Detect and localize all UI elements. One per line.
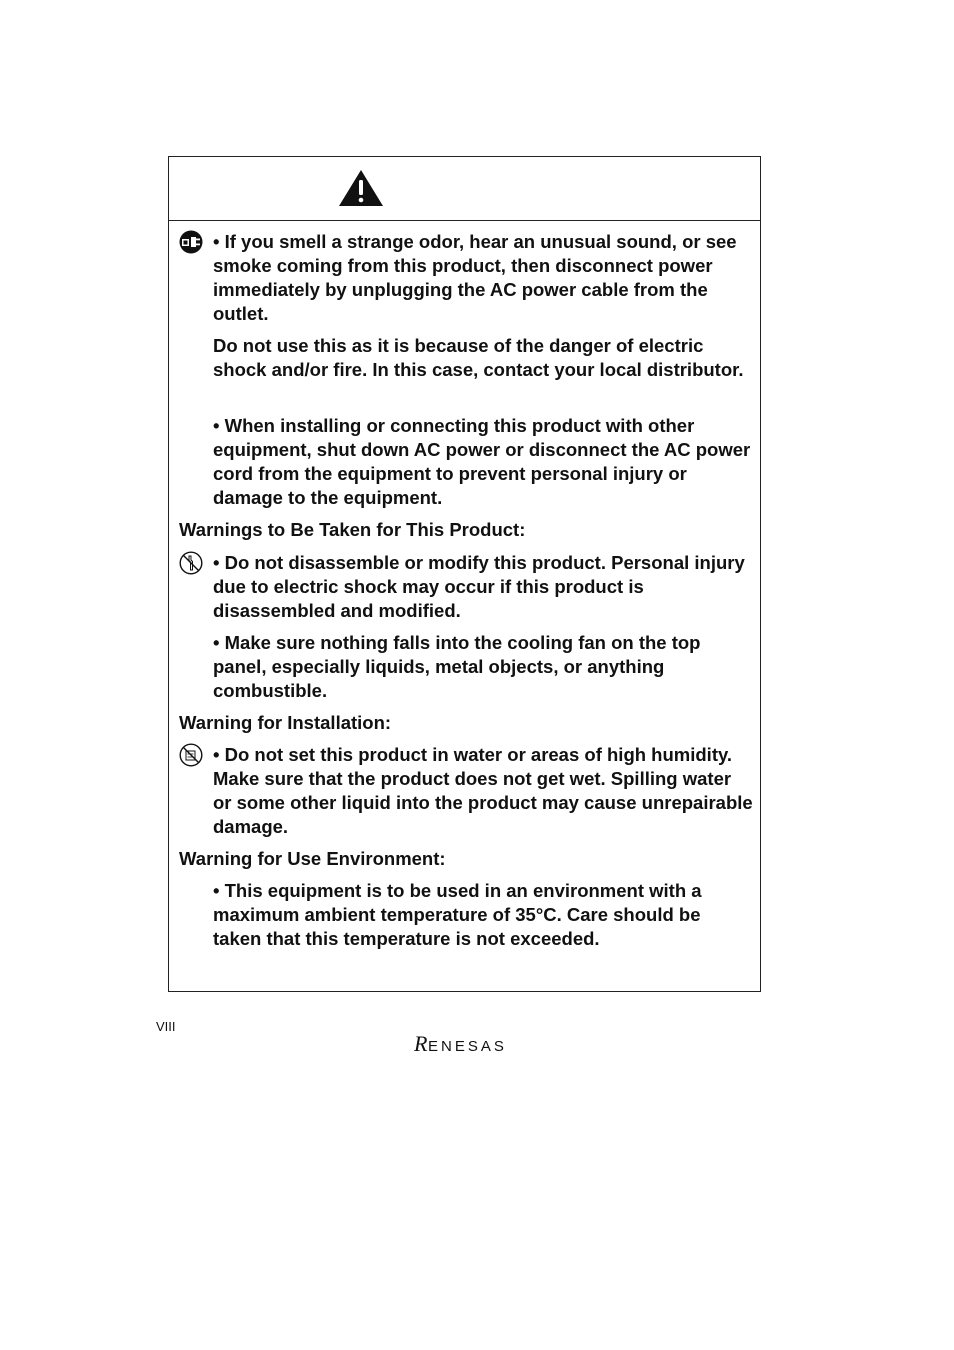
warning-paragraph-3: • When installing or connecting this product with other equipment, shut down AC power or disconnect the AC power cord from the equipment to prevent personal injury or damage to the equipment.: [213, 415, 751, 508]
section-heading-environment: Warning for Use Environment:: [179, 848, 446, 869]
warning-paragraph-1: • If you smell a strange odor, hear an unusual sound, or see smoke coming from this product, then disconnect power immediately by unplugging the AC power cable from the outlet.: [213, 231, 737, 324]
warning-paragraph-7: • This equipment is to be used in an environment with a maximum ambient temperature of 35°C. Care should be taken that this temperature is not exceeded.: [213, 880, 702, 949]
warning-paragraph-6: • Do not set this product in water or areas of high humidity. Make sure that the product does not get wet. Spilling water or some other liquid into the product may cause unrepairable damage.: [213, 744, 753, 837]
warning-triangle-icon: [338, 169, 384, 207]
warning-box: [168, 156, 761, 992]
svg-text:ENESAS: ENESAS: [428, 1038, 507, 1055]
svg-text:R: R: [414, 1035, 428, 1055]
page-number: VIII: [156, 1019, 176, 1034]
warning-paragraph-4: • Do not disassemble or modify this product. Personal injury due to electric shock may occur if this product is disassembled and modified.: [213, 552, 745, 621]
no-water-icon: [179, 743, 203, 767]
warning-paragraph-5: • Make sure nothing falls into the cooling fan on the top panel, especially liquids, metal objects, or anything combustible.: [213, 632, 701, 701]
section-heading-product: Warnings to Be Taken for This Product:: [179, 519, 526, 540]
warning-paragraph-2: Do not use this as it is because of the danger of electric shock and/or fire. In this case, contact your local distributor.: [213, 335, 744, 380]
no-disassemble-icon: [179, 551, 203, 575]
unplug-power-icon: [179, 230, 203, 254]
section-heading-installation: Warning for Installation:: [179, 712, 392, 733]
renesas-logo: [414, 1035, 534, 1055]
warning-box-header: [169, 157, 760, 221]
